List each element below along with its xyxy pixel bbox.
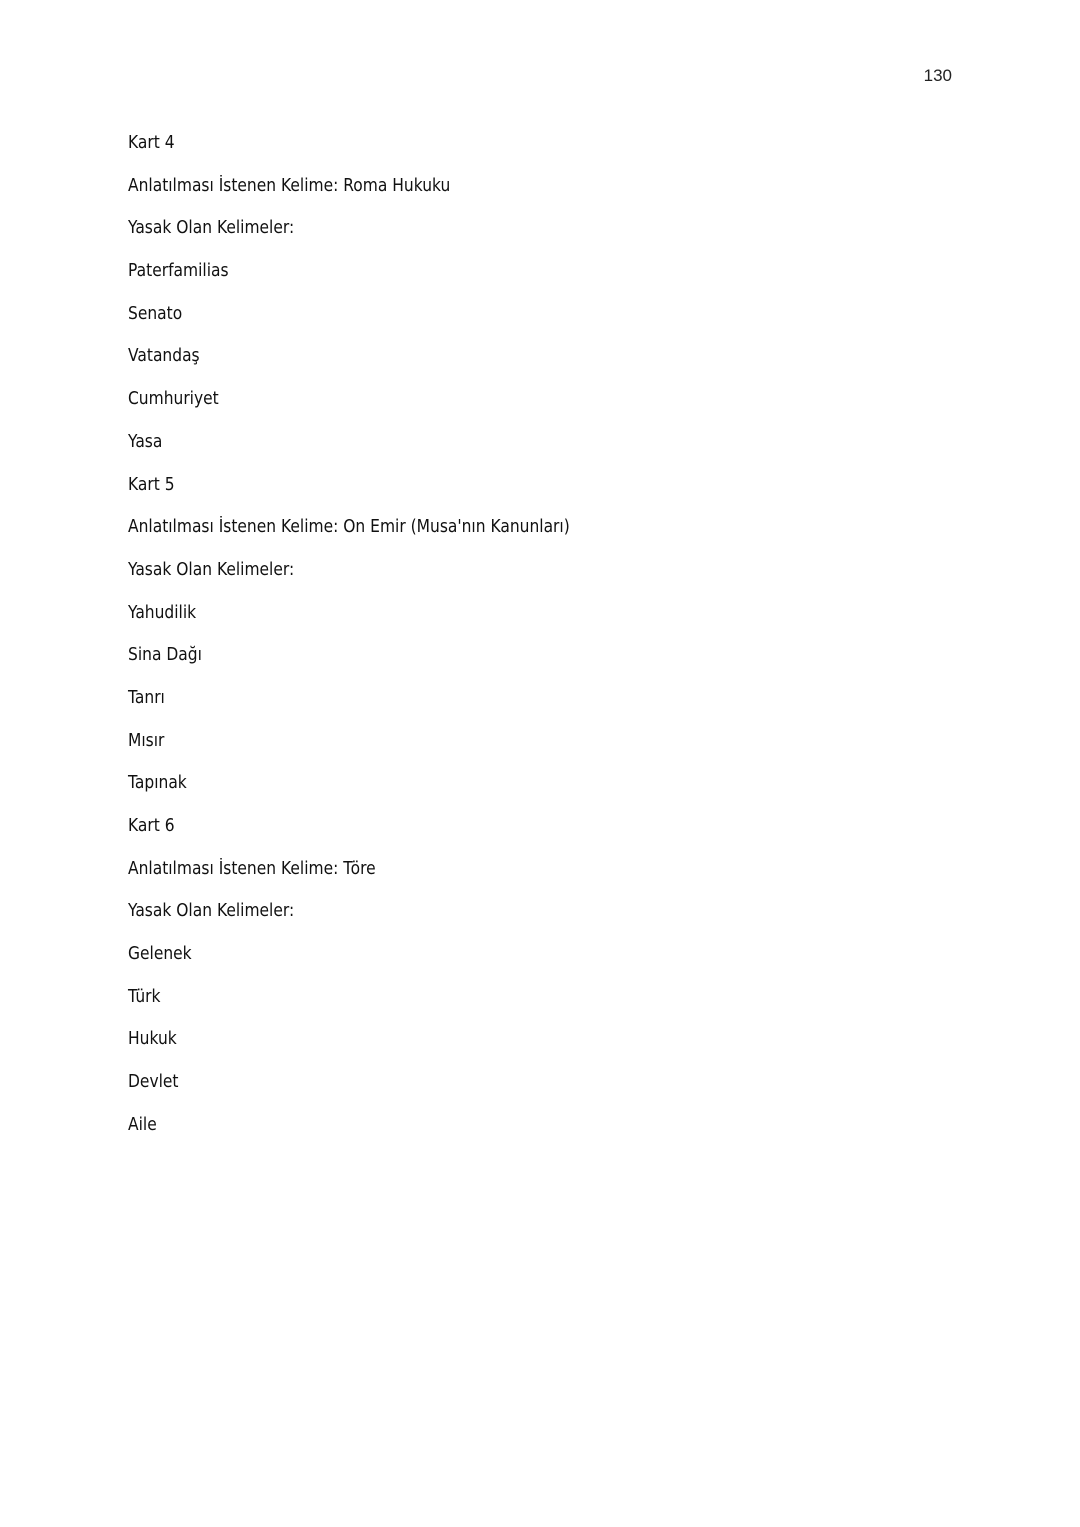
forbidden-word: Sina Dağı	[128, 644, 202, 666]
target-word-line: Anlatılması İstenen Kelime: Töre	[128, 857, 376, 879]
forbidden-word: Paterfamilias	[128, 260, 229, 282]
card-title: Kart 5	[128, 473, 175, 495]
target-word-line: Anlatılması İstenen Kelime: On Emir (Musa'nın Kanunları)	[128, 516, 570, 538]
page-number: 130	[923, 66, 952, 85]
forbidden-word: Yahudilik	[128, 601, 197, 623]
forbidden-word: Aile	[128, 1113, 157, 1135]
card-4	[128, 128, 948, 470]
card-6	[128, 811, 948, 1153]
card-5	[128, 470, 948, 812]
card-title: Kart 4	[128, 132, 175, 153]
forbidden-words-heading: Yasak Olan Kelimeler:	[128, 900, 295, 922]
document-body	[128, 128, 948, 1153]
forbidden-word: Yasa	[128, 430, 163, 452]
forbidden-word: Tapınak	[128, 772, 187, 794]
forbidden-word: Mısır	[128, 729, 165, 751]
forbidden-word: Hukuk	[128, 1028, 177, 1050]
forbidden-word: Senato	[128, 302, 183, 324]
forbidden-word: Devlet	[128, 1071, 179, 1093]
target-word-line: Anlatılması İstenen Kelime: Roma Hukuku	[128, 174, 451, 196]
forbidden-word: Vatandaş	[128, 345, 200, 367]
card-title: Kart 6	[128, 815, 175, 836]
forbidden-word: Gelenek	[128, 943, 192, 965]
forbidden-word: Tanrı	[128, 686, 165, 708]
forbidden-word: Türk	[128, 985, 161, 1007]
forbidden-word: Cumhuriyet	[128, 388, 219, 410]
forbidden-words-heading: Yasak Olan Kelimeler:	[128, 217, 295, 239]
forbidden-words-heading: Yasak Olan Kelimeler:	[128, 558, 295, 580]
